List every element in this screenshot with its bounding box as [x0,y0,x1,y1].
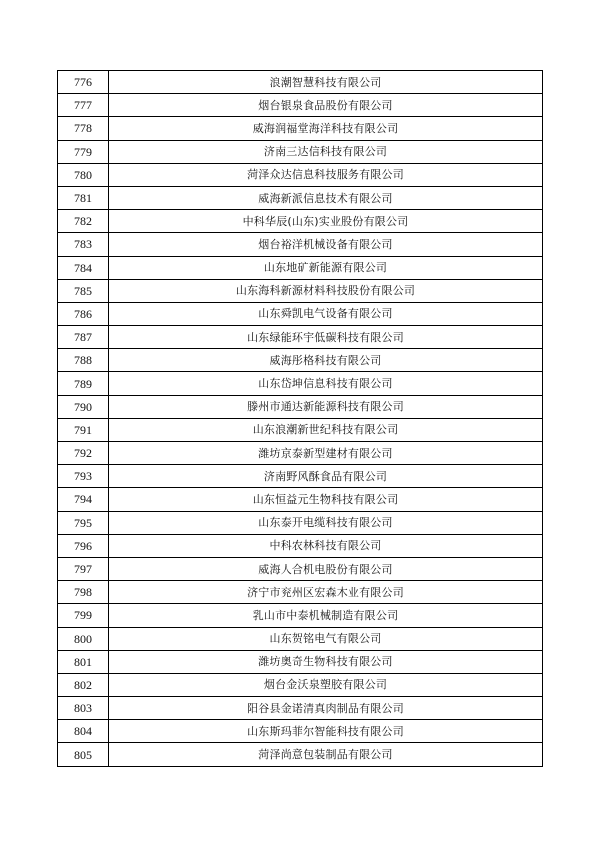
table-row [58,488,543,511]
table-row [58,511,543,534]
table-row [58,163,543,186]
row-number: 790 [58,395,109,418]
company-name: 济南野风酥食品有限公司 [109,465,543,488]
company-name: 山东贺铭电气有限公司 [109,627,543,650]
row-number: 783 [58,233,109,256]
row-number: 777 [58,94,109,117]
row-number: 801 [58,650,109,673]
table-row [58,557,543,580]
table-row [58,673,543,696]
table-row [58,534,543,557]
table-row [58,581,543,604]
table-row [58,465,543,488]
table-row [58,720,543,743]
row-number: 793 [58,465,109,488]
row-number: 782 [58,210,109,233]
table-row [58,395,543,418]
row-number: 795 [58,511,109,534]
row-number: 778 [58,117,109,140]
row-number: 805 [58,743,109,766]
company-name: 潍坊奥奇生物科技有限公司 [109,650,543,673]
table-row [58,442,543,465]
table-row [58,279,543,302]
company-name: 山东绿能环宇低碳科技有限公司 [109,326,543,349]
row-number: 786 [58,302,109,325]
row-number: 792 [58,442,109,465]
table-row [58,140,543,163]
company-name: 山东地矿新能源有限公司 [109,256,543,279]
company-name: 威海人合机电股份有限公司 [109,557,543,580]
table-row [58,117,543,140]
company-name: 济南三达信科技有限公司 [109,140,543,163]
table-row [58,372,543,395]
company-name: 阳谷县金诺清真肉制品有限公司 [109,697,543,720]
table-row [58,627,543,650]
company-name: 威海润福堂海洋科技有限公司 [109,117,543,140]
table-row [58,743,543,766]
row-number: 803 [58,697,109,720]
table-row [58,326,543,349]
company-name: 浪潮智慧科技有限公司 [109,71,543,94]
company-name: 滕州市通达新能源科技有限公司 [109,395,543,418]
company-name: 烟台银泉食品股份有限公司 [109,94,543,117]
company-name: 山东岱坤信息科技有限公司 [109,372,543,395]
table-row [58,302,543,325]
row-number: 789 [58,372,109,395]
company-name: 济宁市兖州区宏森木业有限公司 [109,581,543,604]
row-number: 800 [58,627,109,650]
company-name: 中科华辰(山东)实业股份有限公司 [109,210,543,233]
row-number: 796 [58,534,109,557]
company-name: 菏泽众达信息科技服务有限公司 [109,163,543,186]
company-name: 烟台裕洋机械设备有限公司 [109,233,543,256]
row-number: 794 [58,488,109,511]
company-name: 山东浪潮新世纪科技有限公司 [109,418,543,441]
company-name: 中科农林科技有限公司 [109,534,543,557]
company-name: 山东泰开电缆科技有限公司 [109,511,543,534]
row-number: 784 [58,256,109,279]
table-row [58,650,543,673]
company-table [57,70,543,767]
row-number: 785 [58,279,109,302]
company-name: 潍坊京泰新型建材有限公司 [109,442,543,465]
company-name: 山东恒益元生物科技有限公司 [109,488,543,511]
row-number: 779 [58,140,109,163]
row-number: 797 [58,557,109,580]
table-row [58,697,543,720]
company-name: 山东斯玛菲尔智能科技有限公司 [109,720,543,743]
row-number: 791 [58,418,109,441]
row-number: 804 [58,720,109,743]
table-row [58,186,543,209]
row-number: 788 [58,349,109,372]
row-number: 781 [58,186,109,209]
table-row [58,349,543,372]
company-name: 烟台金沃泉塑胶有限公司 [109,673,543,696]
row-number: 802 [58,673,109,696]
table-row [58,233,543,256]
table-row [58,418,543,441]
row-number: 780 [58,163,109,186]
row-number: 776 [58,71,109,94]
row-number: 787 [58,326,109,349]
company-name: 山东海科新源材料科技股份有限公司 [109,279,543,302]
company-name: 威海新派信息技术有限公司 [109,186,543,209]
table-row [58,604,543,627]
table-row [58,94,543,117]
company-name: 菏泽尚意包装制品有限公司 [109,743,543,766]
company-name: 山东舜凯电气设备有限公司 [109,302,543,325]
company-name: 乳山市中泰机械制造有限公司 [109,604,543,627]
company-name: 威海彤格科技有限公司 [109,349,543,372]
table-row [58,71,543,94]
table-row [58,210,543,233]
row-number: 799 [58,604,109,627]
row-number: 798 [58,581,109,604]
company-table-body [58,71,543,767]
table-row [58,256,543,279]
